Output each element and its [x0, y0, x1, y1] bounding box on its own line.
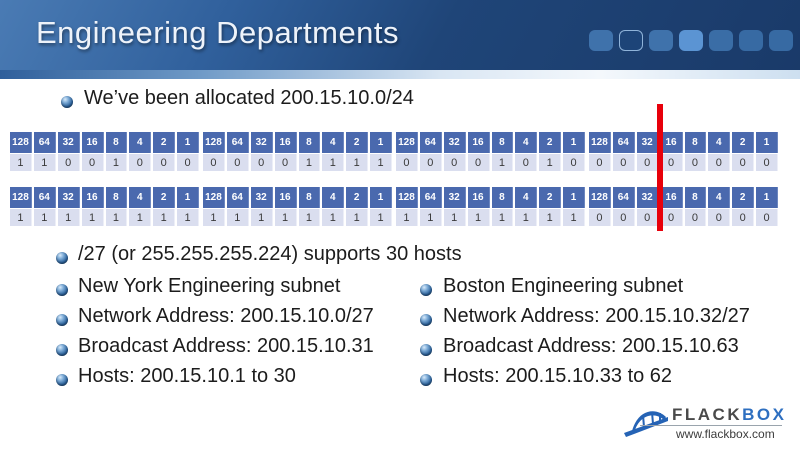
decorative-square [709, 30, 733, 51]
bit-value-cell: 1 [539, 209, 561, 226]
boston-subnet-bullet: Boston Engineering subnet [443, 275, 684, 297]
brand-url: www.flackbox.com [676, 427, 775, 441]
bit-value-row [589, 154, 778, 171]
bit-value-cell: 1 [153, 209, 175, 226]
bit-header-cell: 128 [10, 187, 32, 208]
bit-value-cell: 1 [34, 154, 56, 171]
bit-header-cell: 1 [370, 187, 392, 208]
title-bar [0, 0, 800, 70]
boston-hosts-bullet: Hosts: 200.15.10.33 to 62 [443, 365, 673, 387]
binary-octet-table [10, 187, 199, 226]
bit-header-cell: 8 [492, 187, 514, 208]
bit-value-cell: 0 [129, 154, 151, 171]
bit-header-cell: 1 [756, 132, 778, 153]
bit-header-cell: 64 [227, 187, 249, 208]
decorative-square [649, 30, 673, 51]
bit-value-cell: 1 [82, 209, 104, 226]
bit-value-cell: 0 [613, 154, 635, 171]
bit-value-cell: 1 [346, 154, 368, 171]
ny-subnet-bullet: New York Engineering subnet [78, 275, 341, 297]
bit-header-cell: 2 [346, 132, 368, 153]
bit-header-cell: 1 [563, 187, 585, 208]
binary-octet-table [589, 132, 778, 171]
bit-value-cell: 0 [732, 154, 754, 171]
bit-header-cell: 128 [589, 132, 611, 153]
bit-value-cell: 0 [468, 154, 490, 171]
bit-value-cell: 1 [468, 209, 490, 226]
bit-value-cell: 0 [58, 154, 80, 171]
bit-value-cell: 1 [10, 209, 32, 226]
bit-value-cell: 0 [708, 154, 730, 171]
bit-value-cell: 0 [203, 154, 225, 171]
bit-header-cell: 64 [613, 132, 635, 153]
bit-value-cell: 1 [299, 209, 321, 226]
boston-broadcast-address-bullet: Broadcast Address: 200.15.10.63 [443, 335, 739, 357]
bit-value-cell: 1 [299, 154, 321, 171]
bit-value-cell: 0 [275, 154, 297, 171]
ny-network-address-bullet: Network Address: 200.15.10.0/27 [78, 305, 374, 327]
decorative-square [769, 30, 793, 51]
bit-header-cell: 8 [106, 187, 128, 208]
bullet-sphere-icon [56, 284, 68, 296]
bit-header-cell: 4 [322, 187, 344, 208]
bit-value-cell: 1 [492, 154, 514, 171]
subnet-boundary-line [657, 104, 663, 231]
bullet-sphere-icon [420, 374, 432, 386]
page-title: Engineering Departments [36, 15, 400, 50]
bit-header-cell: 8 [492, 132, 514, 153]
bit-value-row [396, 154, 585, 171]
bit-header-cell: 4 [708, 132, 730, 153]
ny-broadcast-address-bullet: Broadcast Address: 200.15.10.31 [78, 335, 374, 357]
bit-value-cell: 0 [661, 209, 683, 226]
bit-value-row [203, 154, 392, 171]
bit-header-cell: 2 [346, 187, 368, 208]
bit-value-row [203, 209, 392, 226]
bit-header-cell: 8 [106, 132, 128, 153]
bit-header-cell: 16 [82, 132, 104, 153]
bit-value-cell: 1 [227, 209, 249, 226]
bit-value-cell: 0 [613, 209, 635, 226]
bit-value-cell: 0 [153, 154, 175, 171]
bit-header-cell: 64 [34, 132, 56, 153]
bit-header-cell: 32 [58, 132, 80, 153]
bit-header-cell: 32 [251, 132, 273, 153]
bit-value-cell: 0 [756, 209, 778, 226]
decorative-square [739, 30, 763, 51]
bit-value-cell: 1 [444, 209, 466, 226]
bit-value-cell: 1 [322, 209, 344, 226]
bit-header-cell: 8 [685, 132, 707, 153]
bit-value-cell: 0 [685, 209, 707, 226]
bit-header-cell: 2 [153, 187, 175, 208]
boston-network-address-bullet: Network Address: 200.15.10.32/27 [443, 305, 750, 327]
bit-value-cell: 1 [58, 209, 80, 226]
bit-value-cell: 1 [539, 154, 561, 171]
bit-header-cell: 1 [177, 132, 199, 153]
bit-value-cell: 0 [637, 209, 659, 226]
bit-value-cell: 0 [227, 154, 249, 171]
bit-header-cell: 16 [82, 187, 104, 208]
bit-value-cell: 1 [203, 209, 225, 226]
bit-value-cell: 1 [251, 209, 273, 226]
bit-value-cell: 1 [515, 209, 537, 226]
bit-value-cell: 0 [732, 209, 754, 226]
bit-header-row [10, 187, 199, 208]
bit-value-cell: 1 [129, 209, 151, 226]
bit-header-cell: 128 [203, 187, 225, 208]
bit-header-cell: 8 [299, 187, 321, 208]
bit-header-cell: 1 [563, 132, 585, 153]
bit-header-cell: 64 [227, 132, 249, 153]
bit-header-cell: 64 [34, 187, 56, 208]
bit-value-cell: 1 [177, 209, 199, 226]
bullet-sphere-icon [56, 314, 68, 326]
binary-octet-table [589, 187, 778, 226]
bit-header-cell: 64 [420, 132, 442, 153]
bit-value-row [396, 209, 585, 226]
bit-value-cell: 0 [515, 154, 537, 171]
brand-name-blue: BOX [742, 405, 787, 424]
bit-value-cell: 0 [637, 154, 659, 171]
brand-name-dark: FLACK [672, 405, 743, 424]
bit-header-cell: 128 [589, 187, 611, 208]
bit-header-cell: 16 [468, 187, 490, 208]
brand-name [672, 405, 786, 425]
bit-value-cell: 1 [370, 209, 392, 226]
title-bar-highlight-strip [0, 70, 800, 79]
bit-header-cell: 16 [661, 132, 683, 153]
bit-value-cell: 1 [396, 209, 418, 226]
bit-value-cell: 0 [82, 154, 104, 171]
bit-header-row [589, 132, 778, 153]
bit-header-cell: 128 [203, 132, 225, 153]
bit-header-cell: 32 [444, 187, 466, 208]
bit-header-row [589, 187, 778, 208]
bit-value-cell: 0 [589, 209, 611, 226]
bit-value-cell: 0 [756, 154, 778, 171]
bit-header-cell: 2 [153, 132, 175, 153]
bit-value-cell: 0 [420, 154, 442, 171]
binary-octet-table [203, 132, 392, 171]
bit-header-cell: 2 [732, 132, 754, 153]
bullet-sphere-icon [61, 96, 73, 108]
bit-value-cell: 1 [34, 209, 56, 226]
decorative-square [619, 30, 643, 51]
bit-header-cell: 128 [396, 132, 418, 153]
bit-header-cell: 4 [708, 187, 730, 208]
bit-header-cell: 64 [420, 187, 442, 208]
logo-divider [640, 425, 782, 426]
supports-bullet: /27 (or 255.255.255.224) supports 30 hosts [78, 243, 462, 265]
bit-header-cell: 128 [10, 132, 32, 153]
decorative-square [679, 30, 703, 51]
bit-value-cell: 1 [346, 209, 368, 226]
bit-header-cell: 16 [468, 132, 490, 153]
bit-header-cell: 4 [322, 132, 344, 153]
bullet-sphere-icon [56, 252, 68, 264]
binary-octet-table [396, 187, 585, 226]
bit-value-cell: 0 [396, 154, 418, 171]
bit-header-cell: 32 [444, 132, 466, 153]
bullet-sphere-icon [56, 374, 68, 386]
bullet-sphere-icon [420, 314, 432, 326]
bit-value-row [10, 209, 199, 226]
bit-value-cell: 1 [10, 154, 32, 171]
bit-header-cell: 1 [177, 187, 199, 208]
bit-header-cell: 16 [661, 187, 683, 208]
bit-header-row [396, 187, 585, 208]
bit-value-cell: 1 [322, 154, 344, 171]
bit-header-row [203, 132, 392, 153]
allocated-bullet: We’ve been allocated 200.15.10.0/24 [84, 87, 414, 109]
bit-value-cell: 1 [492, 209, 514, 226]
bit-value-cell: 1 [563, 209, 585, 226]
bit-header-cell: 64 [613, 187, 635, 208]
bit-header-cell: 16 [275, 187, 297, 208]
bit-header-cell: 32 [58, 187, 80, 208]
bit-header-cell: 2 [732, 187, 754, 208]
bit-value-cell: 0 [708, 209, 730, 226]
bit-header-cell: 2 [539, 187, 561, 208]
bit-header-cell: 4 [515, 132, 537, 153]
bit-value-row [10, 154, 199, 171]
bit-header-cell: 16 [275, 132, 297, 153]
bridge-icon [622, 401, 672, 439]
bit-header-cell: 1 [756, 187, 778, 208]
bit-value-row [589, 209, 778, 226]
bit-value-cell: 1 [106, 209, 128, 226]
binary-octet-table [10, 132, 199, 171]
bit-value-cell: 0 [685, 154, 707, 171]
bullet-sphere-icon [420, 284, 432, 296]
bit-value-cell: 0 [589, 154, 611, 171]
bit-value-cell: 0 [444, 154, 466, 171]
bit-value-cell: 1 [420, 209, 442, 226]
bit-header-cell: 4 [129, 132, 151, 153]
binary-octet-table [396, 132, 585, 171]
bit-value-cell: 0 [563, 154, 585, 171]
bullet-sphere-icon [420, 344, 432, 356]
bullet-sphere-icon [56, 344, 68, 356]
bit-header-cell: 32 [637, 187, 659, 208]
bit-header-cell: 32 [251, 187, 273, 208]
decorative-squares [589, 30, 793, 51]
bit-header-cell: 8 [299, 132, 321, 153]
bit-header-row [203, 187, 392, 208]
bit-value-cell: 0 [177, 154, 199, 171]
bit-header-cell: 1 [370, 132, 392, 153]
bit-header-cell: 8 [685, 187, 707, 208]
bit-header-row [396, 132, 585, 153]
bit-header-row [10, 132, 199, 153]
ny-hosts-bullet: Hosts: 200.15.10.1 to 30 [78, 365, 296, 387]
bit-value-cell: 0 [251, 154, 273, 171]
binary-octet-table [203, 187, 392, 226]
bit-value-cell: 1 [370, 154, 392, 171]
bit-header-cell: 32 [637, 132, 659, 153]
bit-header-cell: 4 [515, 187, 537, 208]
bit-value-cell: 1 [275, 209, 297, 226]
flackbox-logo [622, 399, 787, 441]
bit-header-cell: 4 [129, 187, 151, 208]
bit-header-cell: 128 [396, 187, 418, 208]
decorative-square [589, 30, 613, 51]
bit-value-cell: 0 [661, 154, 683, 171]
bit-value-cell: 1 [106, 154, 128, 171]
bit-header-cell: 2 [539, 132, 561, 153]
